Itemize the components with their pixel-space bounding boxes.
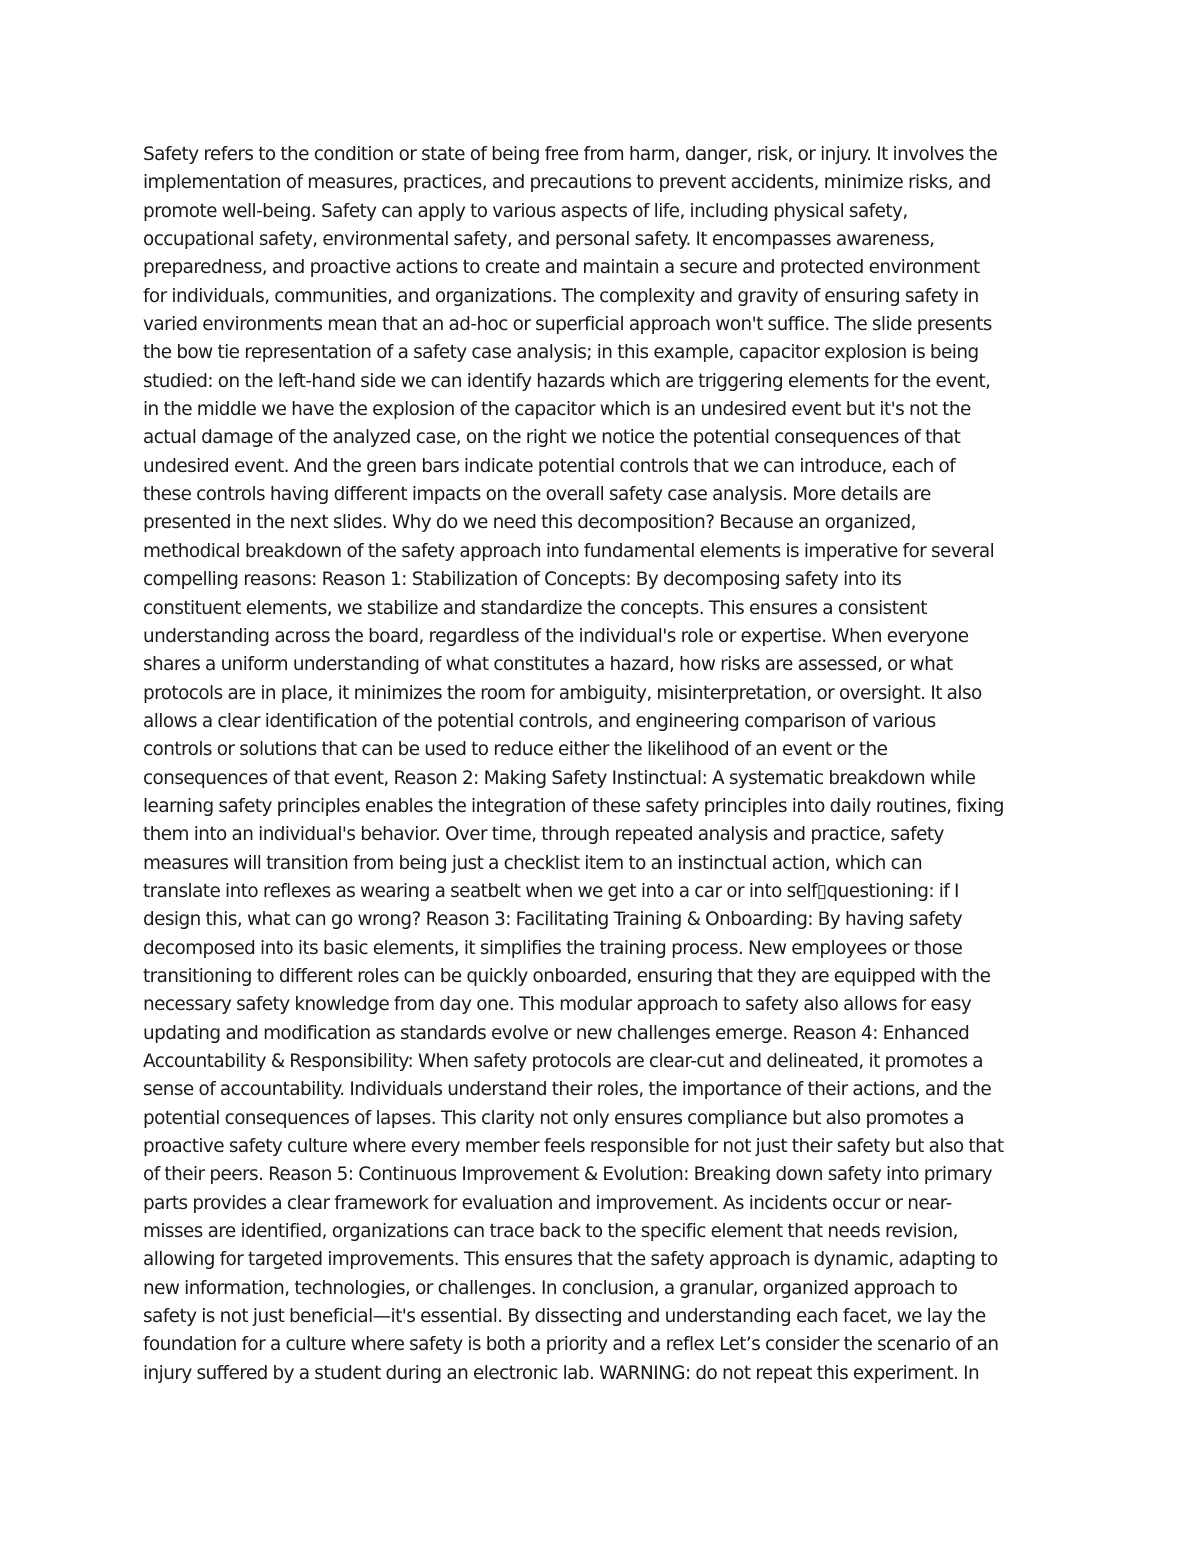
text-line: them into an individual's behavior. Over time, through repeated analysis and practice, safety (143, 824, 944, 846)
text-line: studied: on the left-hand side we can identify hazards which are triggering elements for the event, (143, 370, 991, 392)
text-line: learning safety principles enables the integration of these safety principles into daily routines, fixing (143, 795, 1004, 817)
text-line: foundation for a culture where safety is both a priority and a reflex Let’s consider the scenario of an (143, 1334, 999, 1356)
text-line: preparedness, and proactive actions to create and maintain a secure and protected environment (143, 257, 980, 279)
text-line: injury suffered by a student during an electronic lab. WARNING: do not repeat this experiment. In (143, 1362, 980, 1384)
text-line: methodical breakdown of the safety approach into fundamental elements is imperative for several (143, 540, 995, 562)
text-line: constituent elements, we stabilize and standardize the concepts. This ensures a consistent (143, 597, 927, 619)
text-line: shares a uniform understanding of what constitutes a hazard, how risks are assessed, or what (143, 654, 953, 676)
text-line: safety is not just beneficial—it's essential. By dissecting and understanding each facet, we lay the (143, 1306, 986, 1328)
text-line: for individuals, communities, and organizations. The complexity and gravity of ensuring safety in (143, 285, 979, 307)
text-line: new information, technologies, or challenges. In conclusion, a granular, organized approach to (143, 1277, 958, 1299)
text-line: design this, what can go wrong? Reason 3: Facilitating Training & Onboarding: By having safety (143, 909, 963, 931)
body-text (143, 141, 1083, 1388)
text-line: controls or solutions that can be used to reduce either the likelihood of an event or the (143, 739, 888, 761)
text-line: of their peers. Reason 5: Continuous Improvement & Evolution: Breaking down safety into primary (143, 1164, 992, 1186)
text-line: potential consequences of lapses. This clarity not only ensures compliance but also promotes a (143, 1107, 964, 1129)
text-line: consequences of that event, Reason 2: Making Safety Instinctual: A systematic breakdown while (143, 767, 976, 789)
text-line: proactive safety culture where every member feels responsible for not just their safety but also that (143, 1136, 1004, 1158)
text-line: Safety refers to the condition or state of being free from harm, danger, risk, or injury. It involves the (143, 144, 998, 165)
text-line: misses are identified, organizations can trace back to the specific element that needs revision, (143, 1221, 958, 1243)
text-line: protocols are in place, it minimizes the room for ambiguity, misinterpretation, or oversight. It also (143, 682, 982, 704)
text-line: transitioning to different roles can be quickly onboarded, ensuring that they are equipped with the (143, 965, 991, 987)
text-line: necessary safety knowledge from day one. This modular approach to safety also allows for easy (143, 994, 972, 1016)
text-line: translate into reflexes as wearing a seatbelt when we get into a car or into self▯questioning: if I (143, 880, 959, 902)
text-line: undesired event. And the green bars indicate potential controls that we can introduce, each of (143, 455, 956, 477)
text-line: in the middle we have the explosion of the capacitor which is an undesired event but it's not the (143, 399, 971, 421)
text-line: occupational safety, environmental safety, and personal safety. It encompasses awareness, (143, 229, 935, 251)
text-line: compelling reasons: Reason 1: Stabilization of Concepts: By decomposing safety into its (143, 569, 902, 591)
text-line: allows a clear identification of the potential controls, and engineering comparison of various (143, 710, 936, 732)
text-line: presented in the next slides. Why do we need this decomposition? Because an organized, (143, 512, 916, 534)
text-line: understanding across the board, regardless of the individual's role or expertise. When everyone (143, 625, 969, 647)
text-line: the bow tie representation of a safety case analysis; in this example, capacitor explosion is being (143, 342, 979, 364)
text-line: updating and modification as standards evolve or new challenges emerge. Reason 4: Enhanced (143, 1022, 970, 1044)
text-line: actual damage of the analyzed case, on the right we notice the potential consequences of that (143, 427, 961, 449)
text-line: decomposed into its basic elements, it simplifies the training process. New employees or those (143, 937, 963, 959)
text-line: sense of accountability. Individuals understand their roles, the importance of their actions, and the (143, 1079, 992, 1101)
text-line: varied environments mean that an ad-hoc or superficial approach won't suffice. The slide presents (143, 314, 992, 336)
text-line: promote well-being. Safety can apply to various aspects of life, including physical safety, (143, 200, 908, 222)
text-line: allowing for targeted improvements. This ensures that the safety approach is dynamic, adapting to (143, 1249, 998, 1271)
text-line: measures will transition from being just a checklist item to an instinctual action, which can (143, 852, 923, 874)
text-line: Accountability & Responsibility: When safety protocols are clear-cut and delineated, it promotes a (143, 1051, 984, 1072)
text-line: implementation of measures, practices, and precautions to prevent accidents, minimize risks, and (143, 172, 991, 194)
text-line: these controls having different impacts on the overall safety case analysis. More details are (143, 484, 931, 506)
text-line: parts provides a clear framework for evaluation and improvement. As incidents occur or near- (143, 1192, 952, 1214)
